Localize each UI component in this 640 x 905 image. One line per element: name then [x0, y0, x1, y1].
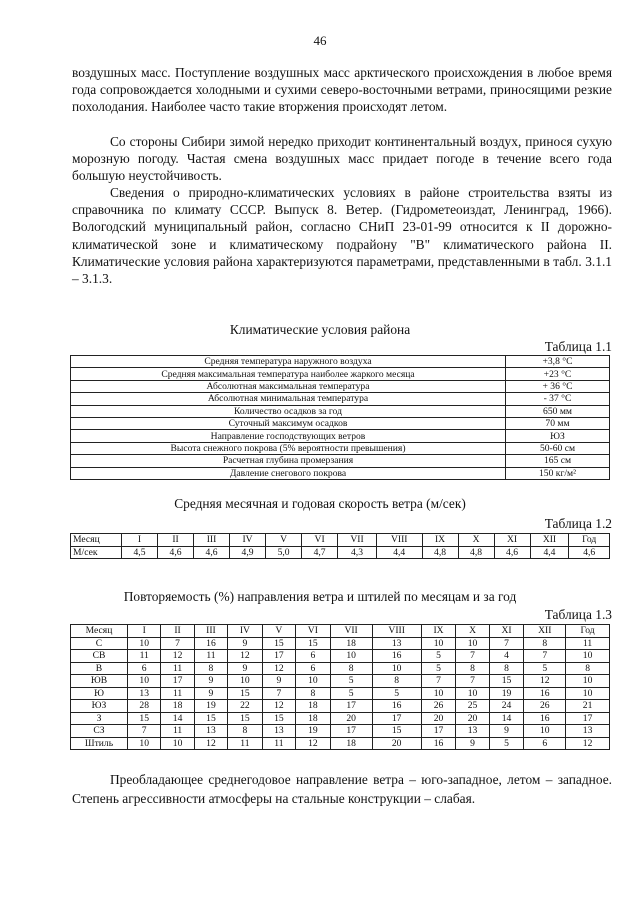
- table-row: [71, 430, 610, 442]
- table-row: [71, 687, 610, 700]
- table3-title: Повторяемость (%) направления ветра и штилей по месяцам и за год: [123, 589, 517, 604]
- value-cell: 11: [161, 725, 194, 738]
- value-cell: 18: [296, 712, 331, 725]
- table2-title: Средняя месячная и годовая скорость ветра (м/сек): [174, 496, 466, 511]
- value-cell: 20: [421, 712, 456, 725]
- table-row: [71, 737, 610, 750]
- column-header: VIII: [372, 625, 421, 638]
- column-header: VII: [338, 534, 377, 547]
- value-cell: 17: [421, 725, 456, 738]
- row-label: Ю: [71, 687, 128, 700]
- value-cell: 5,0: [266, 546, 302, 559]
- value-cell: ЮЗ: [506, 430, 610, 442]
- value-cell: 15: [296, 637, 331, 650]
- value-cell: 10: [296, 675, 331, 688]
- value-cell: 16: [194, 637, 227, 650]
- parameter-cell: Средняя максимальная температура наиболее жаркого месяца: [71, 368, 506, 380]
- value-cell: +3,8 °С: [506, 356, 610, 368]
- value-cell: 650 мм: [506, 405, 610, 417]
- value-cell: 8: [330, 662, 372, 675]
- table1-number: Таблица 1.1: [544, 339, 612, 354]
- value-cell: 19: [489, 687, 524, 700]
- value-cell: 17: [161, 675, 194, 688]
- value-cell: 17: [330, 725, 372, 738]
- value-cell: 9: [228, 662, 263, 675]
- value-cell: 15: [262, 712, 295, 725]
- wind-speed-table: [70, 533, 610, 559]
- value-cell: 17: [262, 650, 295, 663]
- value-cell: 12: [296, 737, 331, 750]
- row-label: ЮВ: [71, 675, 128, 688]
- column-header: II: [158, 534, 194, 547]
- value-cell: 5: [330, 687, 372, 700]
- value-cell: 9: [456, 737, 489, 750]
- value-cell: 16: [524, 687, 566, 700]
- value-cell: 7: [489, 637, 524, 650]
- value-cell: 8: [524, 637, 566, 650]
- value-cell: 10: [524, 725, 566, 738]
- value-cell: 5: [330, 675, 372, 688]
- column-header: V: [262, 625, 295, 638]
- value-cell: 10: [566, 687, 610, 700]
- table-row: [71, 380, 610, 392]
- value-cell: 18: [296, 700, 331, 713]
- row-label: Штиль: [71, 737, 128, 750]
- value-cell: 7: [456, 650, 489, 663]
- value-cell: 4,3: [338, 546, 377, 559]
- paragraph-continuation: [72, 64, 612, 116]
- value-cell: 10: [456, 637, 489, 650]
- value-cell: 5: [489, 737, 524, 750]
- table-row: [71, 650, 610, 663]
- parameter-cell: Количество осадков за год: [71, 405, 506, 417]
- value-cell: 15: [228, 712, 263, 725]
- value-cell: 12: [566, 737, 610, 750]
- value-cell: 150 кг/м²: [506, 467, 610, 479]
- column-header: III: [194, 534, 230, 547]
- column-header: II: [161, 625, 194, 638]
- value-cell: 12: [228, 650, 263, 663]
- value-cell: 17: [372, 712, 421, 725]
- column-header: Год: [569, 534, 610, 547]
- table-row: [71, 455, 610, 467]
- value-cell: 9: [489, 725, 524, 738]
- table3-number: Таблица 1.3: [544, 607, 612, 622]
- value-cell: 12: [161, 650, 194, 663]
- column-header: IV: [230, 534, 266, 547]
- table-row: [71, 405, 610, 417]
- column-header: X: [456, 625, 489, 638]
- value-cell: 12: [262, 662, 295, 675]
- row-label: З: [71, 712, 128, 725]
- value-cell: 5: [421, 650, 456, 663]
- value-cell: 16: [372, 700, 421, 713]
- value-cell: 21: [566, 700, 610, 713]
- page-number: 46: [313, 33, 327, 48]
- value-cell: 7: [161, 637, 194, 650]
- parameter-cell: Абсолютная максимальная температура: [71, 380, 506, 392]
- value-cell: 7: [128, 725, 161, 738]
- value-cell: 4,9: [230, 546, 266, 559]
- value-cell: 14: [161, 712, 194, 725]
- value-cell: 10: [566, 675, 610, 688]
- table-row: [71, 467, 610, 479]
- value-cell: 4,8: [422, 546, 458, 559]
- value-cell: 4,4: [376, 546, 422, 559]
- value-cell: 8: [566, 662, 610, 675]
- value-cell: 11: [161, 687, 194, 700]
- value-cell: 18: [330, 737, 372, 750]
- value-cell: 26: [421, 700, 456, 713]
- column-header: XII: [530, 534, 569, 547]
- value-cell: 7: [456, 675, 489, 688]
- value-cell: 13: [262, 725, 295, 738]
- value-cell: 13: [194, 725, 227, 738]
- value-cell: 4: [489, 650, 524, 663]
- value-cell: 6: [296, 650, 331, 663]
- value-cell: 10: [421, 637, 456, 650]
- value-cell: 11: [566, 637, 610, 650]
- column-header: I: [122, 534, 158, 547]
- row-label: С: [71, 637, 128, 650]
- value-cell: 17: [566, 712, 610, 725]
- value-cell: 13: [566, 725, 610, 738]
- value-cell: 10: [456, 687, 489, 700]
- value-cell: 4,8: [458, 546, 494, 559]
- column-header: I: [128, 625, 161, 638]
- column-header: IX: [422, 534, 458, 547]
- value-cell: 10: [128, 637, 161, 650]
- value-cell: 13: [128, 687, 161, 700]
- value-cell: - 37 °С: [506, 393, 610, 405]
- value-cell: 9: [262, 675, 295, 688]
- paragraph-climate-source: [72, 184, 612, 287]
- table-row: [71, 675, 610, 688]
- value-cell: 9: [194, 675, 227, 688]
- value-cell: 10: [566, 650, 610, 663]
- value-cell: 13: [372, 637, 421, 650]
- column-header: IV: [228, 625, 263, 638]
- value-cell: 28: [128, 700, 161, 713]
- value-cell: 10: [330, 650, 372, 663]
- climate-conditions-table: [70, 355, 610, 480]
- value-cell: +23 °С: [506, 368, 610, 380]
- value-cell: 4,6: [194, 546, 230, 559]
- table2-number: Таблица 1.2: [544, 516, 612, 531]
- value-cell: 11: [161, 662, 194, 675]
- value-cell: 70 мм: [506, 417, 610, 429]
- value-cell: 12: [524, 675, 566, 688]
- value-cell: 8: [372, 675, 421, 688]
- value-cell: 15: [372, 725, 421, 738]
- value-cell: 15: [194, 712, 227, 725]
- value-cell: 7: [262, 687, 295, 700]
- value-cell: 11: [262, 737, 295, 750]
- value-cell: 9: [228, 637, 263, 650]
- value-cell: 11: [128, 650, 161, 663]
- value-cell: 8: [228, 725, 263, 738]
- value-cell: 50-60 см: [506, 442, 610, 454]
- value-cell: 15: [489, 675, 524, 688]
- value-cell: 25: [456, 700, 489, 713]
- value-cell: 15: [262, 637, 295, 650]
- value-cell: 6: [296, 662, 331, 675]
- value-cell: 19: [194, 700, 227, 713]
- value-cell: + 36 °С: [506, 380, 610, 392]
- value-cell: 13: [456, 725, 489, 738]
- parameter-cell: Давление снегового покрова: [71, 467, 506, 479]
- column-header: III: [194, 625, 227, 638]
- value-cell: 19: [296, 725, 331, 738]
- value-cell: 7: [524, 650, 566, 663]
- row-label: М/сек: [71, 546, 122, 559]
- value-cell: 4,7: [302, 546, 338, 559]
- paragraph-text: Со стороны Сибири зимой нередко приходит континентальный воздух, принося сухую морозную погоду. Частая смена воздушных масс придает погоде в течение всего года большую неустойчивость.: [72, 134, 612, 184]
- value-cell: 4,6: [569, 546, 610, 559]
- paragraph-text: воздушных масс. Поступление воздушных масс арктического происхождения в любое время года сопровождается холодными и сухими северо-восточными ветрами, приносящими резкие похолодания. Наиболее часто такие вторжения происходят летом.: [72, 65, 612, 115]
- value-cell: 16: [524, 712, 566, 725]
- column-header: XI: [489, 625, 524, 638]
- column-header: VI: [296, 625, 331, 638]
- value-cell: 5: [524, 662, 566, 675]
- value-cell: 24: [489, 700, 524, 713]
- column-header: VI: [302, 534, 338, 547]
- column-header: Месяц: [71, 625, 128, 638]
- value-cell: 16: [372, 650, 421, 663]
- value-cell: 26: [524, 700, 566, 713]
- value-cell: 10: [372, 662, 421, 675]
- value-cell: 4,4: [530, 546, 569, 559]
- value-cell: 8: [489, 662, 524, 675]
- value-cell: 12: [194, 737, 227, 750]
- table-row: [71, 356, 610, 368]
- value-cell: 8: [194, 662, 227, 675]
- paragraph-siberia: [72, 133, 612, 185]
- value-cell: 5: [372, 687, 421, 700]
- table-row: [71, 700, 610, 713]
- column-header: X: [458, 534, 494, 547]
- column-header: IX: [421, 625, 456, 638]
- value-cell: 18: [161, 700, 194, 713]
- column-header: VIII: [376, 534, 422, 547]
- row-label: СВ: [71, 650, 128, 663]
- value-cell: 6: [524, 737, 566, 750]
- row-label: В: [71, 662, 128, 675]
- table-row: [71, 393, 610, 405]
- column-header: XI: [494, 534, 530, 547]
- value-cell: 18: [330, 637, 372, 650]
- table-row: [71, 637, 610, 650]
- column-header: Год: [566, 625, 610, 638]
- value-cell: 4,5: [122, 546, 158, 559]
- value-cell: 15: [128, 712, 161, 725]
- value-cell: 5: [421, 662, 456, 675]
- table-row: [71, 712, 610, 725]
- column-header: Месяц: [71, 534, 122, 547]
- value-cell: 15: [228, 687, 263, 700]
- value-cell: 16: [421, 737, 456, 750]
- column-header: XII: [524, 625, 566, 638]
- value-cell: 20: [456, 712, 489, 725]
- value-cell: 4,6: [158, 546, 194, 559]
- value-cell: 10: [128, 737, 161, 750]
- value-cell: 6: [128, 662, 161, 675]
- parameter-cell: Высота снежного покрова (5% вероятности превышения): [71, 442, 506, 454]
- value-cell: 10: [161, 737, 194, 750]
- column-header: V: [266, 534, 302, 547]
- paragraph-text: Сведения о природно-климатических условиях в районе строительства взяты из справочника по климату СССР. Выпуск 8. Ветер. (Гидрометеоиздат, Ленинград, 1966). Вологодский муниципальный район, согласно СНиП 23-01-99 относится к II дорожно-климатической зоне и климатическому подрайону "В" климатического района II. Климатические условия района характеризуются параметрами, представленными в табл. 3.1.1 – 3.1.3.: [72, 185, 612, 287]
- row-label: ЮЗ: [71, 700, 128, 713]
- value-cell: 8: [296, 687, 331, 700]
- table-row: [71, 442, 610, 454]
- parameter-cell: Абсолютная минимальная температура: [71, 393, 506, 405]
- paragraph-conclusion: [72, 770, 612, 808]
- row-label: СЗ: [71, 725, 128, 738]
- column-header: VII: [330, 625, 372, 638]
- parameter-cell: Средняя температура наружного воздуха: [71, 356, 506, 368]
- value-cell: 22: [228, 700, 263, 713]
- value-cell: 20: [372, 737, 421, 750]
- table-row: [71, 725, 610, 738]
- value-cell: 10: [228, 675, 263, 688]
- value-cell: 4,6: [494, 546, 530, 559]
- table-row: [71, 417, 610, 429]
- value-cell: 7: [421, 675, 456, 688]
- table-row: [71, 662, 610, 675]
- wind-direction-frequency-table: [70, 624, 610, 750]
- value-cell: 8: [456, 662, 489, 675]
- table1-title: Климатические условия района: [229, 322, 411, 337]
- value-cell: 10: [128, 675, 161, 688]
- value-cell: 9: [194, 687, 227, 700]
- value-cell: 20: [330, 712, 372, 725]
- paragraph-text: Преобладающее среднегодовое направление ветра – юго-западное, летом – западное. Степень агрессивности атмосферы на стальные конструкции – слабая.: [72, 772, 612, 806]
- value-cell: 10: [421, 687, 456, 700]
- parameter-cell: Расчетная глубина промерзания: [71, 455, 506, 467]
- value-cell: 11: [228, 737, 263, 750]
- value-cell: 12: [262, 700, 295, 713]
- parameter-cell: Суточный максимум осадков: [71, 417, 506, 429]
- value-cell: 17: [330, 700, 372, 713]
- parameter-cell: Направление господствующих ветров: [71, 430, 506, 442]
- value-cell: 165 см: [506, 455, 610, 467]
- table-row: [71, 368, 610, 380]
- value-cell: 14: [489, 712, 524, 725]
- value-cell: 11: [194, 650, 227, 663]
